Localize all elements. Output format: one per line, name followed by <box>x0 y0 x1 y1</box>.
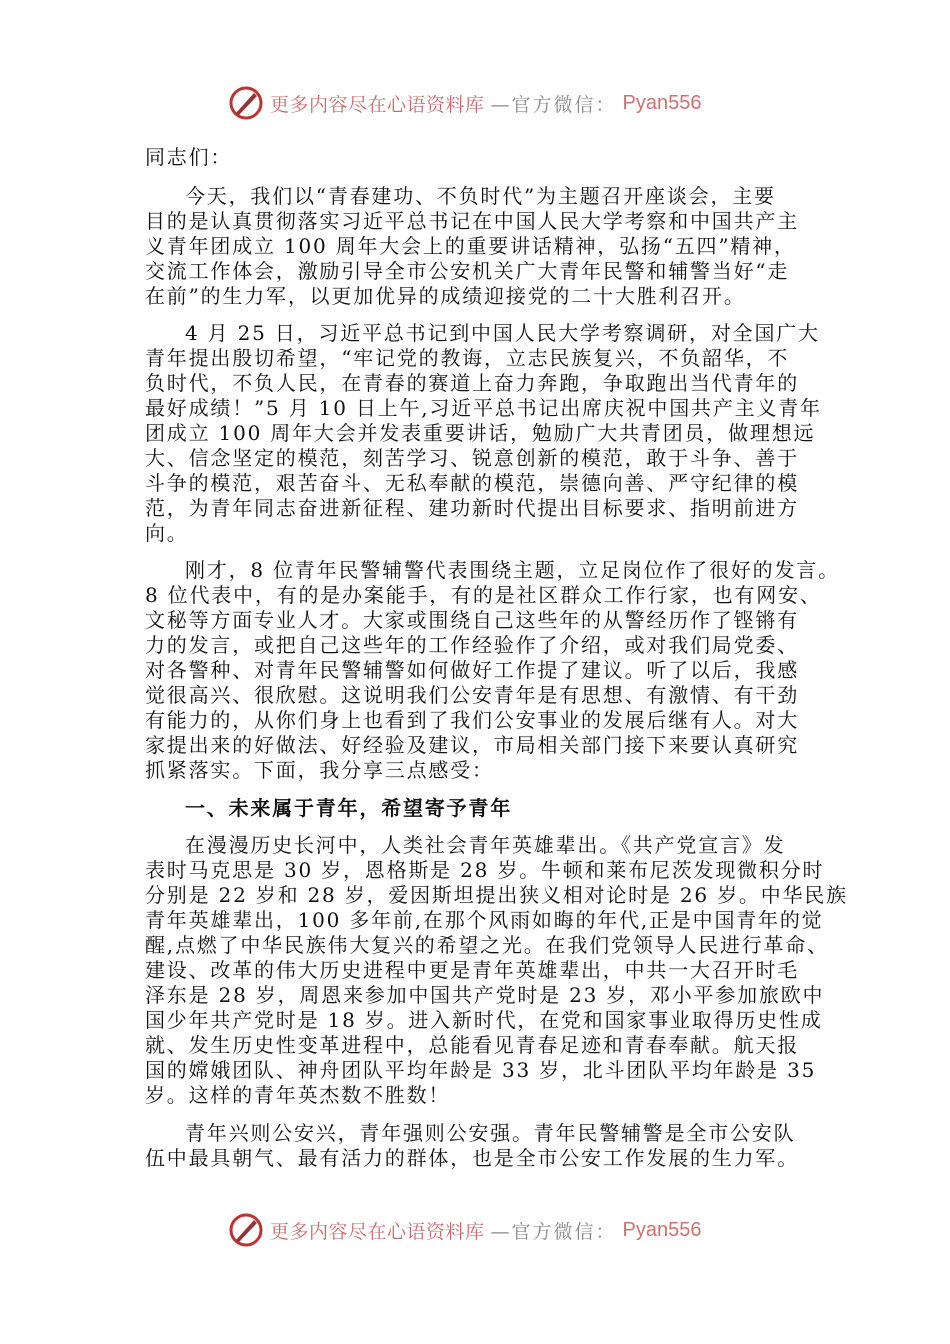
paragraph-line: 泽东是 28 岁，周恩来参加中国共产党时是 23 岁，邓小平参加旅欧中 <box>145 983 825 1007</box>
paragraph-line: 青年兴则公安兴，青年强则公安强。青年民警辅警是全市公安队 <box>185 1121 796 1145</box>
pen-logo-icon <box>228 85 264 121</box>
paragraph-line: 文秘等方面专业人才。大家或围绕自己这些年的从警经历作了铿锵有 <box>145 608 799 632</box>
paragraph <box>145 184 815 309</box>
paragraph-line: 团成立 100 周年大会并发表重要讲话，勉励广大共青团员，做理想远 <box>145 421 816 445</box>
paragraph-line: 4 月 25 日，习近平总书记到中国人民大学考察调研，对全国广大 <box>185 321 820 345</box>
pen-logo-icon <box>228 1212 264 1248</box>
salutation: 同志们： <box>145 145 233 169</box>
watermark-footer <box>228 1210 702 1250</box>
paragraph-line: 力的发言，或把自己这些年的工作经验作了介绍，或对我们局党委、 <box>145 633 799 657</box>
paragraph-line: 目的是认真贯彻落实习近平总书记在中国人民大学考察和中国共产主 <box>145 209 799 233</box>
paragraph <box>145 558 840 783</box>
paragraph-line: 斗争的模范，艰苦奋斗、无私奉献的模范，崇德向善、严守纪律的模 <box>145 471 799 495</box>
section-heading: 一、未来属于青年，希望寄予青年 <box>185 796 512 820</box>
paragraph-line: 青年提出殷切希望，“牢记党的教诲，立志民族复兴，不负韶华，不 <box>145 346 790 370</box>
watermark-wechat-id: Pyan556 <box>622 1218 702 1241</box>
paragraph-line: 青年英雄辈出，100 多年前,在那个风雨如晦的年代,正是中国青年的觉 <box>145 908 824 932</box>
paragraph-line: 醒,点燃了中华民族伟大复兴的希望之光。在我们党领导人民进行革命、 <box>145 933 829 957</box>
paragraph-line: 抓紧落实。下面，我分享三点感受： <box>145 758 494 782</box>
paragraph-line: 大、信念坚定的模范，刻苦学习、锐意创新的模范，敢于斗争、善于 <box>145 446 799 470</box>
paragraph-line: 国的嫦娥团队、神舟团队平均年龄是 33 岁，北斗团队平均年龄是 35 <box>145 1058 817 1082</box>
paragraph-line: 向。 <box>145 521 189 545</box>
paragraph-line: 在前”的生力军，以更加优异的成绩迎接党的二十大胜利召开。 <box>145 284 746 308</box>
watermark-text: 更多内容尽在心语资料库 <box>270 93 485 116</box>
paragraph-line: 对各警种、对青年民警辅警如何做好工作提了建议。听了以后，我感 <box>145 658 799 682</box>
paragraph <box>145 833 848 1108</box>
watermark-wechat-label: —官方微信： <box>490 93 617 116</box>
paragraph-line: 负时代，不负人民，在青春的赛道上奋力奔跑，争取跑出当代青年的 <box>145 371 799 395</box>
paragraph-line: 有能力的，从你们身上也看到了我们公安事业的发展后继有人。对大 <box>145 708 799 732</box>
paragraph-line: 交流工作体会，激励引导全市公安机关广大青年民警和辅警当好“走 <box>145 259 790 283</box>
paragraph <box>145 321 822 546</box>
watermark-wechat-id: Pyan556 <box>622 91 702 114</box>
paragraph-line: 今天，我们以“青春建功、不负时代”为主题召开座谈会，主要 <box>185 184 776 208</box>
paragraph-line: 岁。这样的青年英杰数不胜数！ <box>145 1083 451 1107</box>
paragraph-line: 伍中最具朝气、最有活力的群体，也是全市公安工作发展的生力军。 <box>145 1146 799 1170</box>
paragraph-line: 最好成绩！”5 月 10 日上午,习近平总书记出席庆祝中国共产主义青年 <box>145 396 822 420</box>
watermark-wechat-label: —官方微信： <box>490 1220 617 1243</box>
paragraph-line: 就、发生历史性变革进程中，总能看见青春足迹和青春奉献。航天报 <box>145 1033 799 1057</box>
paragraph-line: 义青年团成立 100 周年大会上的重要讲话精神，弘扬“五四”精神， <box>145 234 796 258</box>
paragraph-line: 觉很高兴、很欣慰。这说明我们公安青年是有思想、有激情、有干劲 <box>145 683 799 707</box>
paragraph-line: 在漫漫历史长河中，人类社会青年英雄辈出。《共产党宣言》发 <box>185 833 786 857</box>
paragraph-line: 8 位代表中，有的是办案能手，有的是社区群众工作行家，也有网安、 <box>145 583 822 607</box>
paragraph-line: 家提出来的好做法、好经验及建议，市局相关部门接下来要认真研究 <box>145 733 799 757</box>
watermark-text: 更多内容尽在心语资料库 <box>270 1220 485 1243</box>
paragraph-line: 分别是 22 岁和 28 岁，爱因斯坦提出狭义相对论时是 26 岁。中华民族 <box>145 883 848 907</box>
paragraph-line: 建设、改革的伟大历史进程中更是青年英雄辈出，中共一大召开时毛 <box>145 958 799 982</box>
paragraph <box>145 1121 815 1171</box>
paragraph-line: 表时马克思是 30 岁，恩格斯是 28 岁。牛顿和莱布尼茨发现微积分时 <box>145 858 825 882</box>
paragraph-line: 国少年共产党时是 18 岁。进入新时代，在党和国家事业取得历史性成 <box>145 1008 823 1032</box>
paragraph-line: 范，为青年同志奋进新征程、建功新时代提出目标要求、指明前进方 <box>145 496 799 520</box>
watermark-header <box>228 83 702 123</box>
paragraph-line: 刚才，8 位青年民警辅警代表围绕主题，立足岗位作了很好的发言。 <box>185 558 840 582</box>
